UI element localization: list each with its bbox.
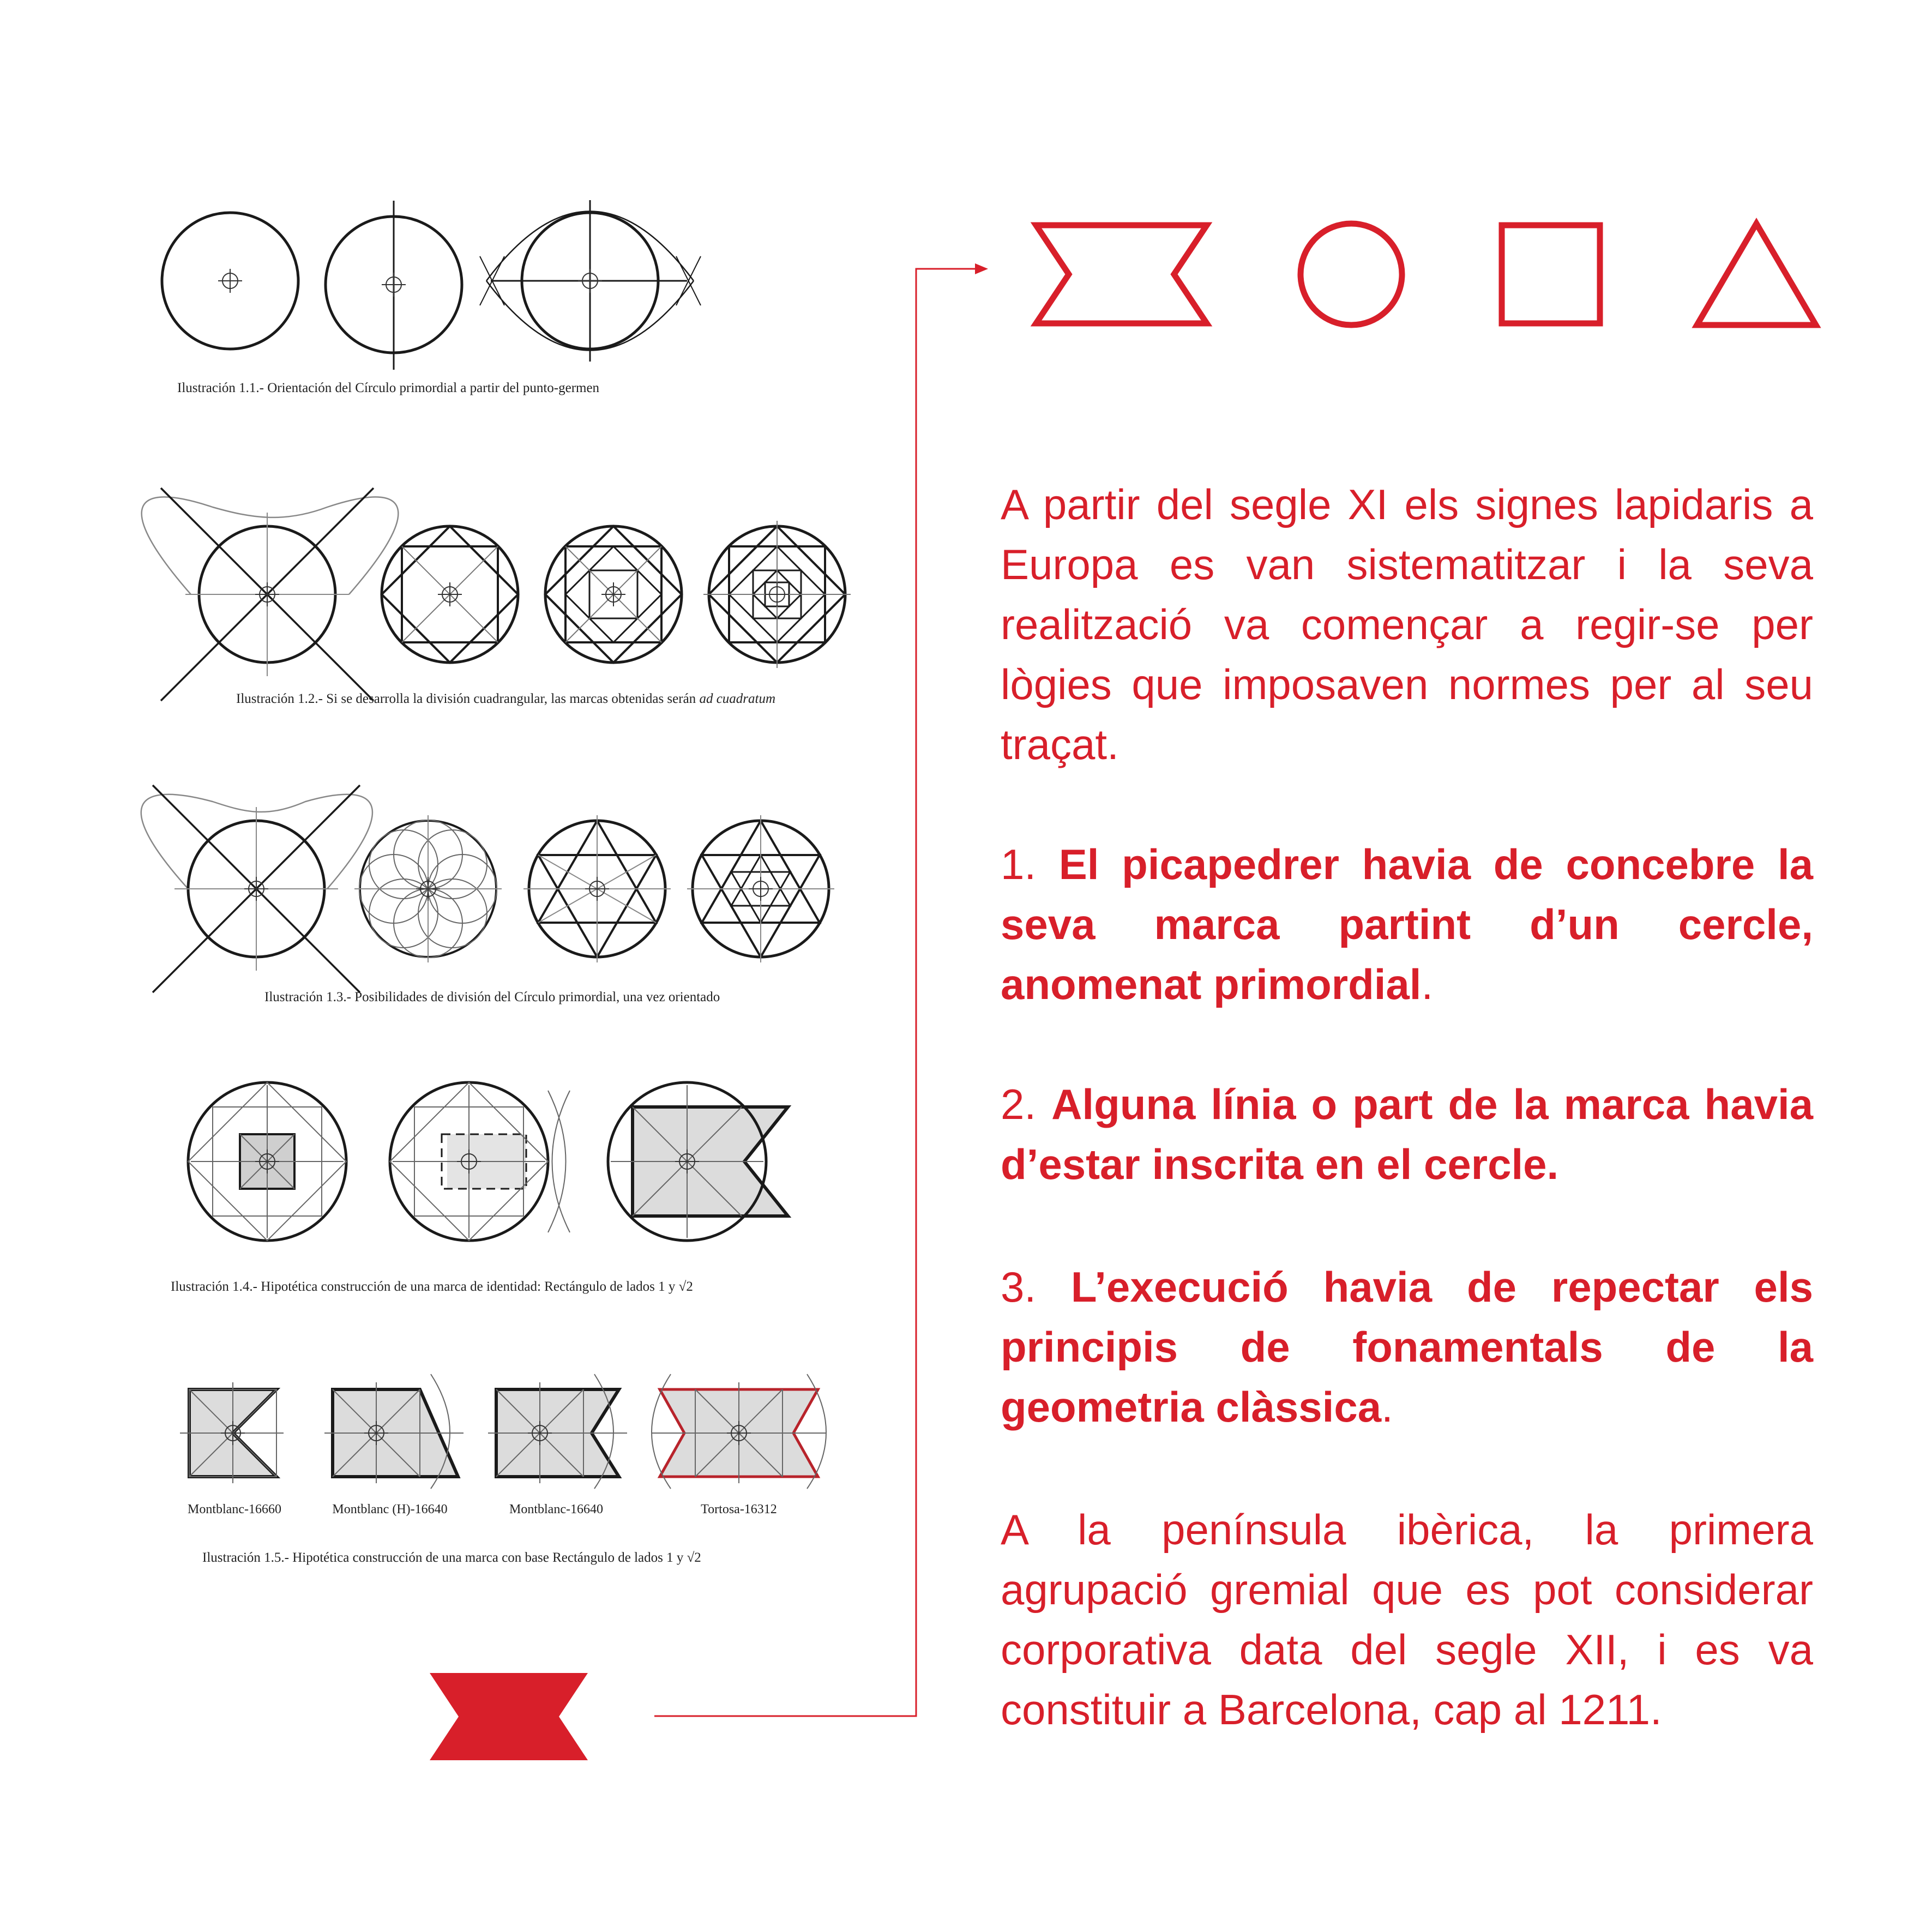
point-2-bold: Alguna línia o part de la marca havia d’estar inscrita en el cercle. bbox=[1001, 1080, 1813, 1188]
point-1-bold: El picapedrer havia de concebre la seva marca partint d’un cercle, anomenat primordial bbox=[1001, 840, 1814, 1008]
caption-1-4: Ilustración 1.4.- Hipotética construcción de una marca de identidad: Rectángulo de lados 1 y √2 bbox=[171, 1279, 693, 1294]
square-icon bbox=[1502, 225, 1600, 323]
label-montblanc-h-16640: Montblanc (H)-16640 bbox=[332, 1502, 448, 1516]
caption-1-1: Ilustración 1.1.- Orientación del Círculo primordial a partir del punto-germen bbox=[177, 381, 600, 395]
circle-icon bbox=[1301, 224, 1402, 325]
point-1-number: 1. bbox=[1001, 840, 1037, 888]
point-3-number: 3. bbox=[1001, 1263, 1037, 1311]
figure-1-1 bbox=[162, 200, 701, 370]
point-3-end: . bbox=[1381, 1383, 1393, 1431]
figure-1-2 bbox=[142, 488, 851, 701]
caption-1-2 bbox=[236, 691, 775, 707]
bowtie-mark-filled-icon bbox=[430, 1673, 588, 1760]
caption-1-2-text: Ilustración 1.2.- Si se desarrolla la división cuadrangular, las marcas obtenidas serán bbox=[236, 691, 696, 706]
figure-1-5 bbox=[180, 1374, 826, 1489]
label-montblanc-16640: Montblanc-16640 bbox=[509, 1502, 603, 1516]
caption-1-5: Ilustración 1.5.- Hipotética construcción de una marca con base Rectángulo de lados 1 y √2 bbox=[202, 1550, 701, 1565]
label-tortosa-16312: Tortosa-16312 bbox=[701, 1502, 777, 1516]
caption-1-2-italic: ad cuadratum bbox=[699, 691, 776, 706]
point-1-end: . bbox=[1421, 960, 1434, 1008]
figure-1-3 bbox=[141, 785, 834, 992]
point-3-bold: L’execució havia de repectar els principis de fonamentals de la geometria clàssica bbox=[1001, 1263, 1813, 1431]
point-3 bbox=[1001, 1257, 1813, 1437]
point-2 bbox=[1001, 1074, 1813, 1194]
caption-1-3: Ilustración 1.3.- Posibilidades de división del Círculo primordial, una vez orientado bbox=[264, 990, 720, 1004]
point-2-number: 2. bbox=[1001, 1080, 1037, 1128]
triangle-icon bbox=[1697, 224, 1816, 325]
intro-paragraph: A partir del segle XI els signes lapidaris a Europa es van sistematitzar i la seva realització va començar a regir-se per lògies que imposaven normes per al seu traçat. bbox=[1001, 480, 1813, 768]
figure-1-4 bbox=[188, 1082, 788, 1241]
outro-paragraph: A la península ibèrica, la primera agrupació gremial que es pot considerar corporativa data del segle XII, i es va constituir a Barcelona, cap al 1211. bbox=[1001, 1506, 1813, 1734]
point-1 bbox=[1001, 834, 1813, 1014]
label-montblanc-16660: Montblanc-16660 bbox=[188, 1502, 281, 1516]
bowtie-mark-icon bbox=[1036, 225, 1207, 323]
